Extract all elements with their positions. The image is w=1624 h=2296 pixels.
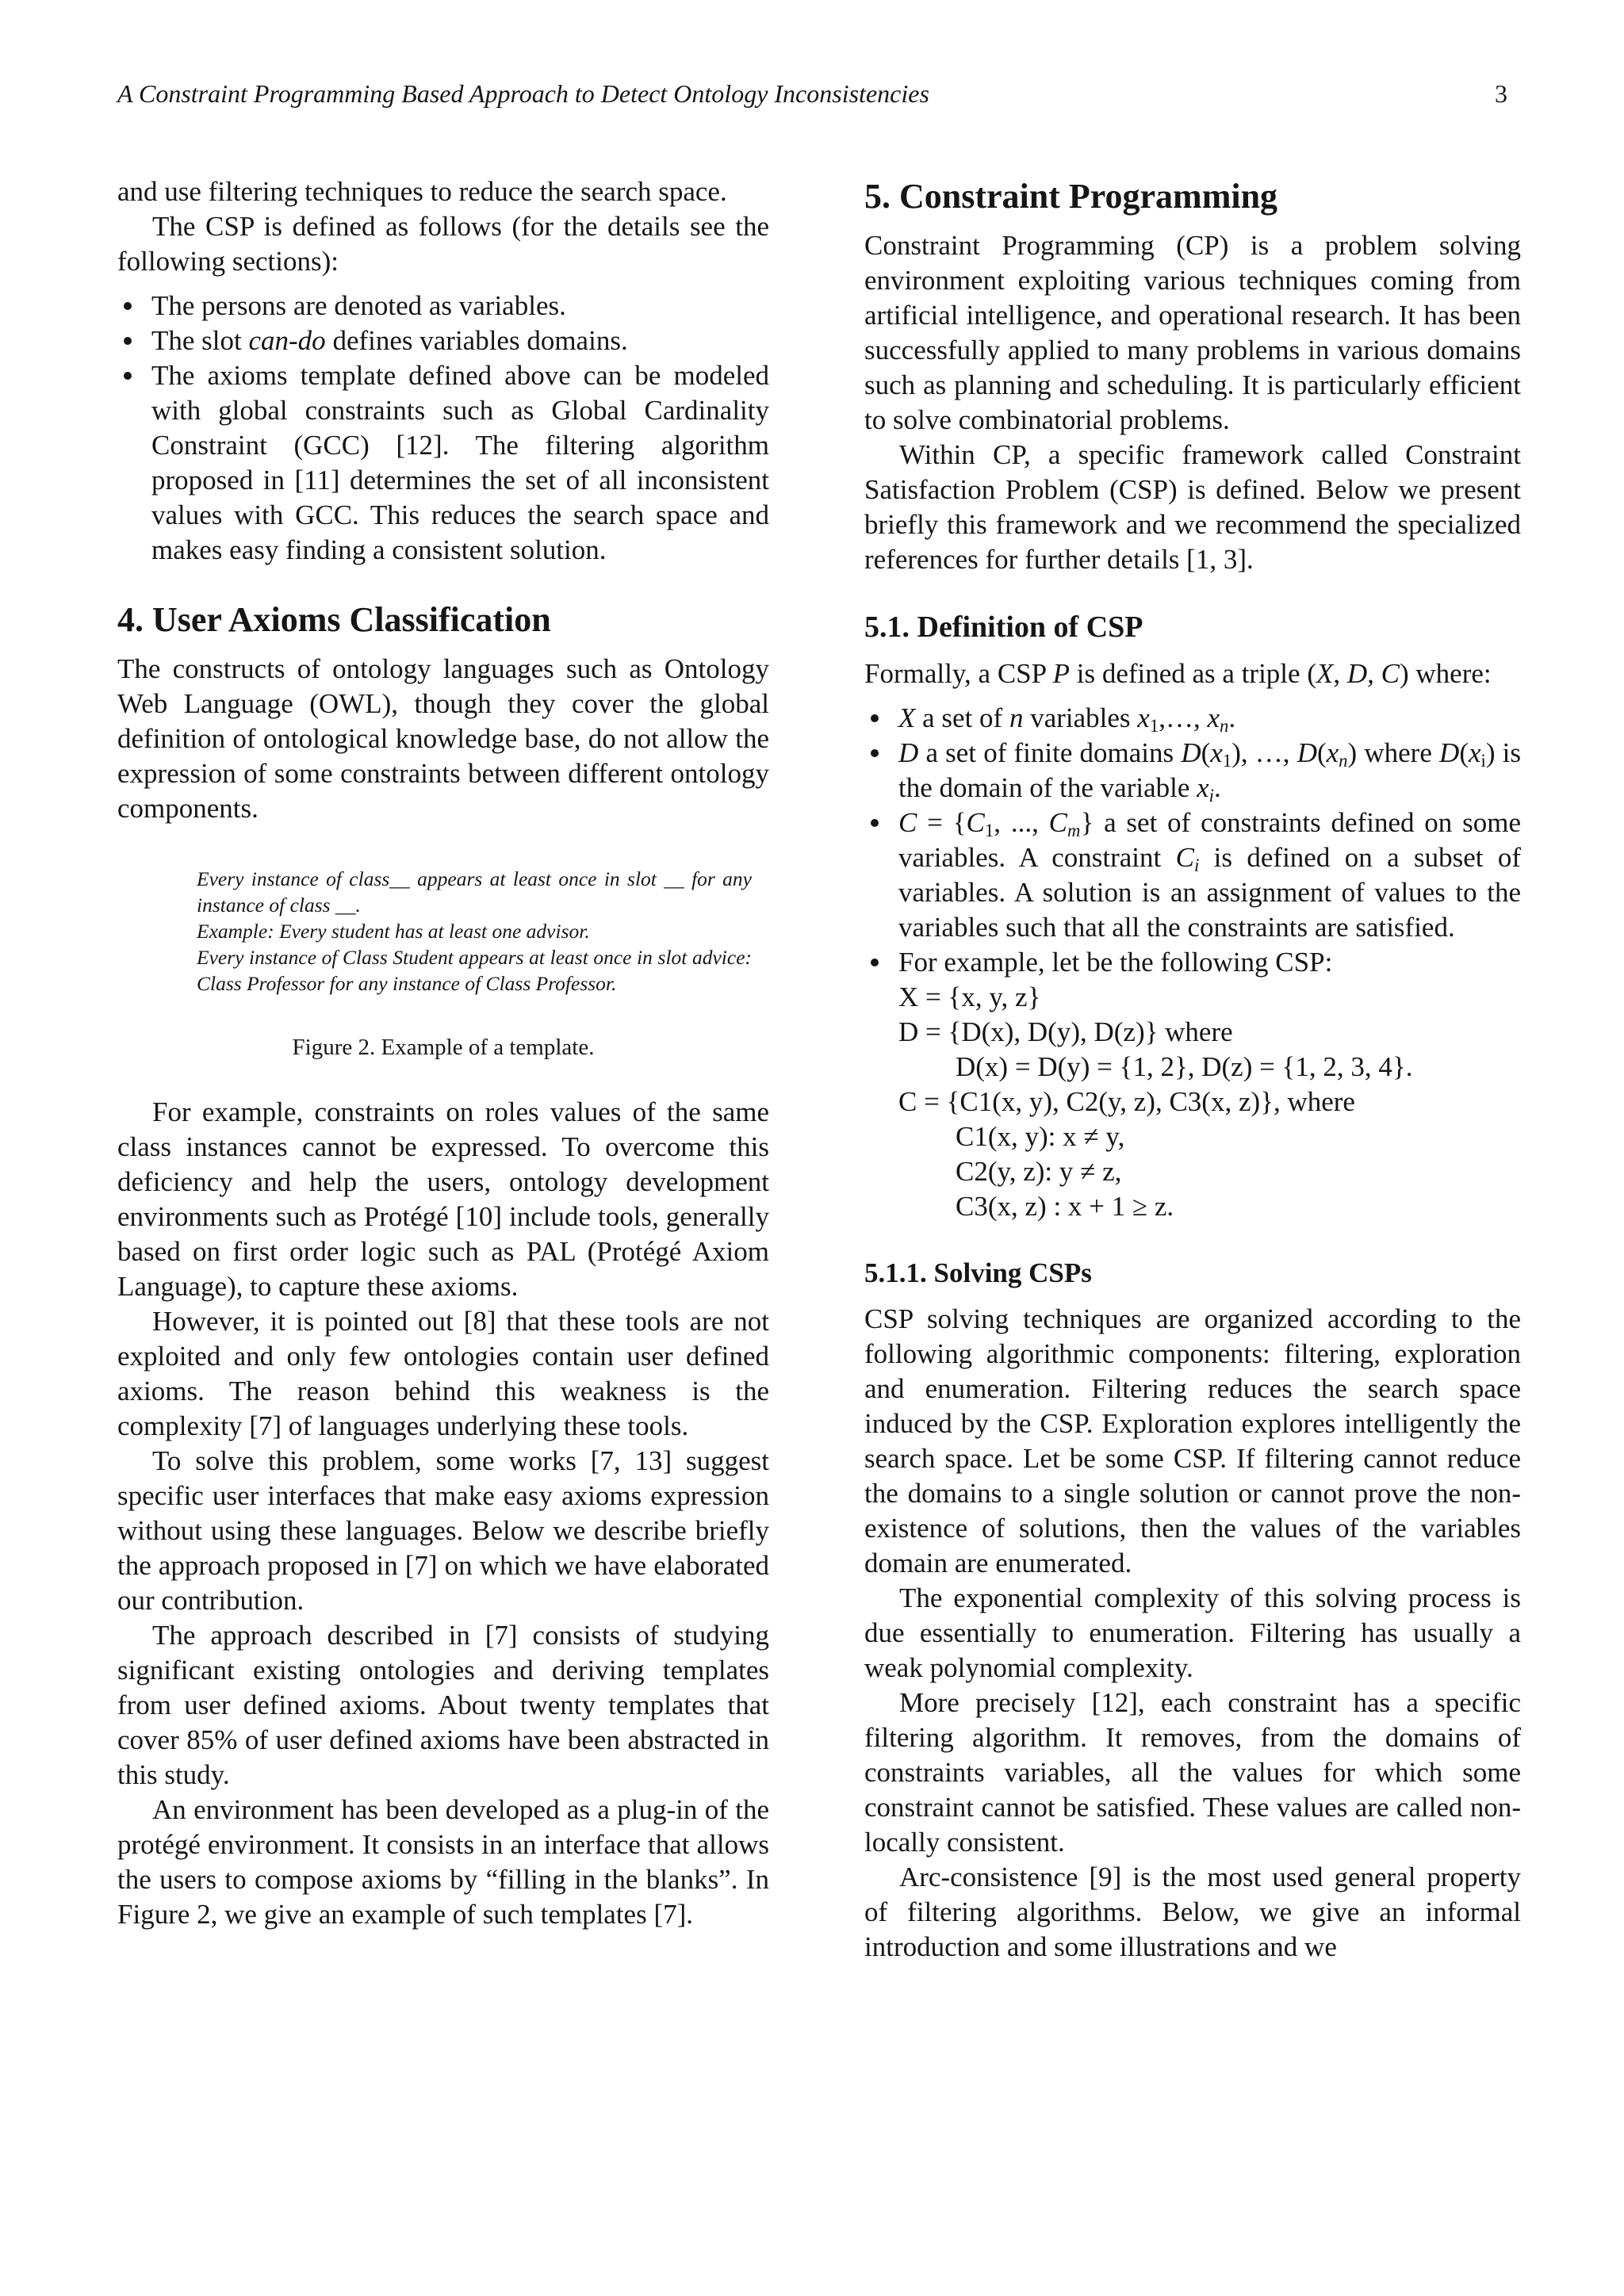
bullet-icon xyxy=(871,714,879,722)
equation-line: C1(x, y): x ≠ y, xyxy=(956,1121,1125,1152)
list-item: For example, let be the following CSP: X = {x, y, z} D = {D(x), D(y), D(z)} where D(x) = D(y) = {1, 2}, D(z) = {1, 2, 3, 4}. C = {C1(x, y), C2(y, z), C3(x, z)}, where C1(x, y): x ≠ y, C2(y, z): y ≠ z, C3(x, z) : x + 1 ≥ z. xyxy=(864,945,1521,1224)
paragraph: For example, constraints on roles values of the same class instances cannot be expressed. To overcome this deficiency and help the users, ontology development environments such as Protégé [10] include tools, generally based on first order logic such as PAL (Protégé Axiom Language), to capture these axioms. xyxy=(117,1096,769,1302)
template-line: Every instance of Class Student appears at least once in slot advice: Class Professor for any instance of Class Professor. xyxy=(197,946,752,995)
paragraph: However, it is pointed out [8] that these tools are not exploited and only few ontologies contain user defined axioms. The reason behind this weakness is the complexity [7] of languages underlying these tools. xyxy=(117,1306,769,1441)
paragraph: More precisely [12], each constraint has a specific filtering algorithm. It removes, from the domains of constraints variables, all the values for which some constraint cannot be satisfied. These values are called non-locally consistent. xyxy=(864,1687,1521,1858)
list-item: The persons are denoted as variables. xyxy=(117,289,769,323)
running-title: A Constraint Programming Based Approach to Detect Ontology Inconsistencies xyxy=(117,79,929,108)
paragraph: The exponential complexity of this solving process is due essentially to enumeration. Filtering has usually a weak polynomial complexity. xyxy=(864,1582,1521,1683)
paragraph: The approach described in [7] consists of studying significant existing ontologies and deriving templates from user defined axioms. About twenty templates that cover 85% of user defined axioms have been abstracted in this study. xyxy=(117,1620,769,1790)
right-column xyxy=(864,174,1521,1965)
bullet-icon xyxy=(124,372,132,380)
paragraph: To solve this problem, some works [7, 13] suggest specific user interfaces that make easy axioms expression without using these languages. Below we describe briefly the approach proposed in [7] on which we have elaborated our contribution. xyxy=(117,1445,769,1616)
section-heading: 5. Constraint Programming xyxy=(864,177,1278,216)
list-item: The axioms template defined above can be modeled with global constraints such as Global Cardinality Constraint (GCC) [12]. The filtering algorithm proposed in [11] determines the set of all inconsistent values with GCC. This reduces the search space and makes easy finding a consistent solution. xyxy=(117,358,769,568)
list-item: D a set of finite domains $D(x_1)$, …, $D(x_n)$ where $D(x_i)$ is the domain of the variable $x_i$. xyxy=(864,736,1521,806)
paragraph: The constructs of ontology languages such as Ontology Web Language (OWL), though they cover the global definition of ontological knowledge base, do not allow the expression of some constraints between different ontology components. xyxy=(117,653,769,824)
equation-line: C2(y, z): y ≠ z, xyxy=(956,1156,1122,1187)
paragraph: Formally, a CSP P is defined as a triple (X, D, C) where: xyxy=(864,658,1492,689)
paragraph: An environment has been developed as a plug-in of the protégé environment. It consists in an interface that allows the users to compose axioms by “filling in the blanks”. In Figure 2, we give an example of such templates [7]. xyxy=(117,1794,769,1930)
list-item: X a set of n variables $x_1,\dots$, $x_n$. xyxy=(864,701,1521,736)
bullet-list xyxy=(864,701,1521,1224)
running-header xyxy=(117,76,1507,111)
paragraph: Constraint Programming (CP) is a problem solving environment exploiting various techniques coming from artificial intelligence, and operational research. It has been successfully applied to many problems in various domains such as planning and scheduling. It is particularly efficient to solve combinatorial problems. xyxy=(864,230,1521,435)
template-line: Every instance of class__ appears at least once in slot __ for any instance of class __. xyxy=(197,867,752,916)
bullet-icon xyxy=(124,302,132,310)
bullet-icon xyxy=(124,337,132,345)
bullet-icon xyxy=(871,959,879,966)
paragraph: Within CP, a specific framework called Constraint Satisfaction Problem (CSP) is defined. Below we present briefly this framework and we recommend the specialized references for further details [1, 3]. xyxy=(864,439,1521,575)
list-item: $C = \{C_1$, ..., $C_m$} a set of constraints defined on some variables. A constraint $C_i$ is defined on a subset of variables. A solution is an assignment of values to the variables such that all the constraints are satisfied. xyxy=(864,806,1521,945)
subsection-heading: 5.1. Definition of CSP xyxy=(864,610,1143,644)
page-number: 3 xyxy=(1495,79,1507,108)
bullet-icon xyxy=(871,819,879,827)
paragraph: The CSP is defined as follows (for the details see the following sections): xyxy=(117,211,769,277)
equation-line: D(x) = D(y) = {1, 2}, D(z) = {1, 2, 3, 4}. xyxy=(956,1051,1413,1082)
paragraph: CSP solving techniques are organized according to the following algorithmic components: filtering, exploration and enumeration. Filtering reduces the search space induced by the CSP. Exploration explores intelligently the search space. Let be some CSP. If filtering cannot reduce the domains to a single solution or cannot prove the non-existence of solutions, then the values of the variables domain are enumerated. xyxy=(864,1303,1521,1578)
equation-line: X = {x, y, z} xyxy=(898,982,1041,1012)
paragraph: Arc-consistence [9] is the most used general property of filtering algorithms. Below, we give an informal introduction and some illustrations and we xyxy=(864,1862,1521,1962)
equation-line: C3(x, z) : x + 1 ≥ z. xyxy=(956,1191,1174,1222)
section-heading: 4. User Axioms Classification xyxy=(117,600,551,639)
figure-caption: Figure 2. Example of a template. xyxy=(292,1035,595,1060)
subsubsection-heading: 5.1.1. Solving CSPs xyxy=(864,1257,1092,1288)
equation-line: C = {C1(x, y), C2(y, z), C3(x, z)}, where xyxy=(898,1086,1355,1117)
paragraph: and use filtering techniques to reduce the search space. xyxy=(117,176,727,207)
template-line: Example: Every student has at least one advisor. xyxy=(197,920,590,943)
template-example xyxy=(197,866,752,997)
list-item: The slot can-do defines variables domains. xyxy=(117,323,769,358)
bullet-icon xyxy=(871,749,879,757)
bullet-list xyxy=(117,289,769,568)
equation-line: D = {D(x), D(y), D(z)} where xyxy=(898,1016,1233,1047)
left-column xyxy=(117,174,769,1932)
